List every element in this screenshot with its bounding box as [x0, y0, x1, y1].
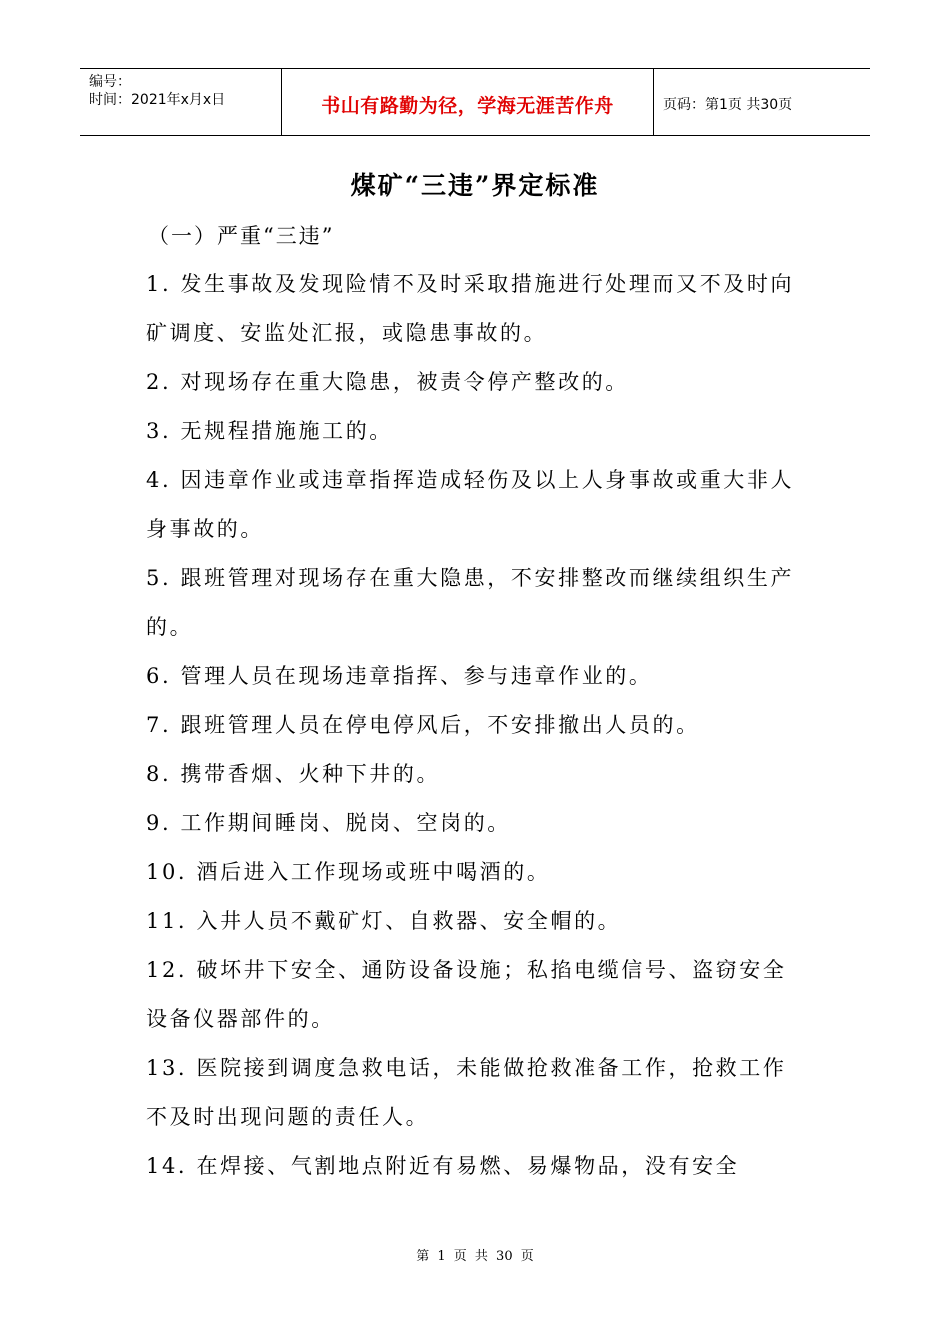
header-meta-cell — [80, 69, 282, 135]
paragraph-item-11: 11. 入井人员不戴矿灯、自救器、安全帽的。 — [146, 909, 622, 933]
paragraph-item-14: 14. 在焊接、气割地点附近有易燃、易爆物品，没有安全 — [146, 1154, 740, 1178]
paragraph-item-2: 2. 对现场存在重大隐患，被责令停产整改的。 — [146, 370, 629, 394]
paragraph-item-9: 9. 工作期间睡岗、脱岗、空岗的。 — [146, 811, 511, 835]
paragraph-item-6: 6. 管理人员在现场违章指挥、参与违章作业的。 — [146, 664, 653, 688]
header-table — [80, 68, 870, 136]
paragraph-item-4: 4. 因违章作业或违章指挥造成轻伤及以上人身事故或重大非人身事故的。 — [146, 468, 795, 541]
document-title: 煤矿“三违”界定标准 — [350, 171, 600, 200]
header-motto-cell — [282, 69, 654, 135]
paragraph-item-13: 13. 医院接到调度急救电话，未能做抢救准备工作，抢救工作不及时出现问题的责任人。 — [146, 1056, 787, 1129]
paragraph-item-10: 10. 酒后进入工作现场或班中喝酒的。 — [146, 860, 551, 884]
section-heading: （一）严重“三违” — [148, 224, 335, 248]
paragraph-item-5: 5. 跟班管理对现场存在重大隐患，不安排整改而继续组织生产的。 — [146, 566, 795, 639]
paragraph-item-8: 8. 携带香烟、火种下井的。 — [146, 762, 441, 786]
header-page-info: 页码：第1页 共30页 — [663, 97, 793, 113]
paragraph-item-12: 12. 破坏井下安全、通防设备设施；私掐电缆信号、盗窃安全设备仪器部件的。 — [146, 958, 787, 1031]
paragraph-item-7: 7. 跟班管理人员在停电停风后，不安排撤出人员的。 — [146, 713, 700, 737]
header-motto: 书山有路勤为径，学海无涯苦作舟 — [321, 94, 614, 117]
document-number-label: 编号： — [89, 74, 131, 90]
paragraph-item-3: 3. 无规程措施施工的。 — [146, 419, 393, 443]
document-time-label: 时间：2021年x月x日 — [89, 92, 226, 108]
header-page-cell — [654, 69, 870, 135]
page-footer: 第 1 页 共 30 页 — [416, 1249, 534, 1264]
paragraph-item-1: 1. 发生事故及发现险情不及时采取措施进行处理而又不及时向矿调度、安监处汇报，或隐患事故的。 — [146, 272, 795, 345]
document-body — [146, 212, 806, 1191]
